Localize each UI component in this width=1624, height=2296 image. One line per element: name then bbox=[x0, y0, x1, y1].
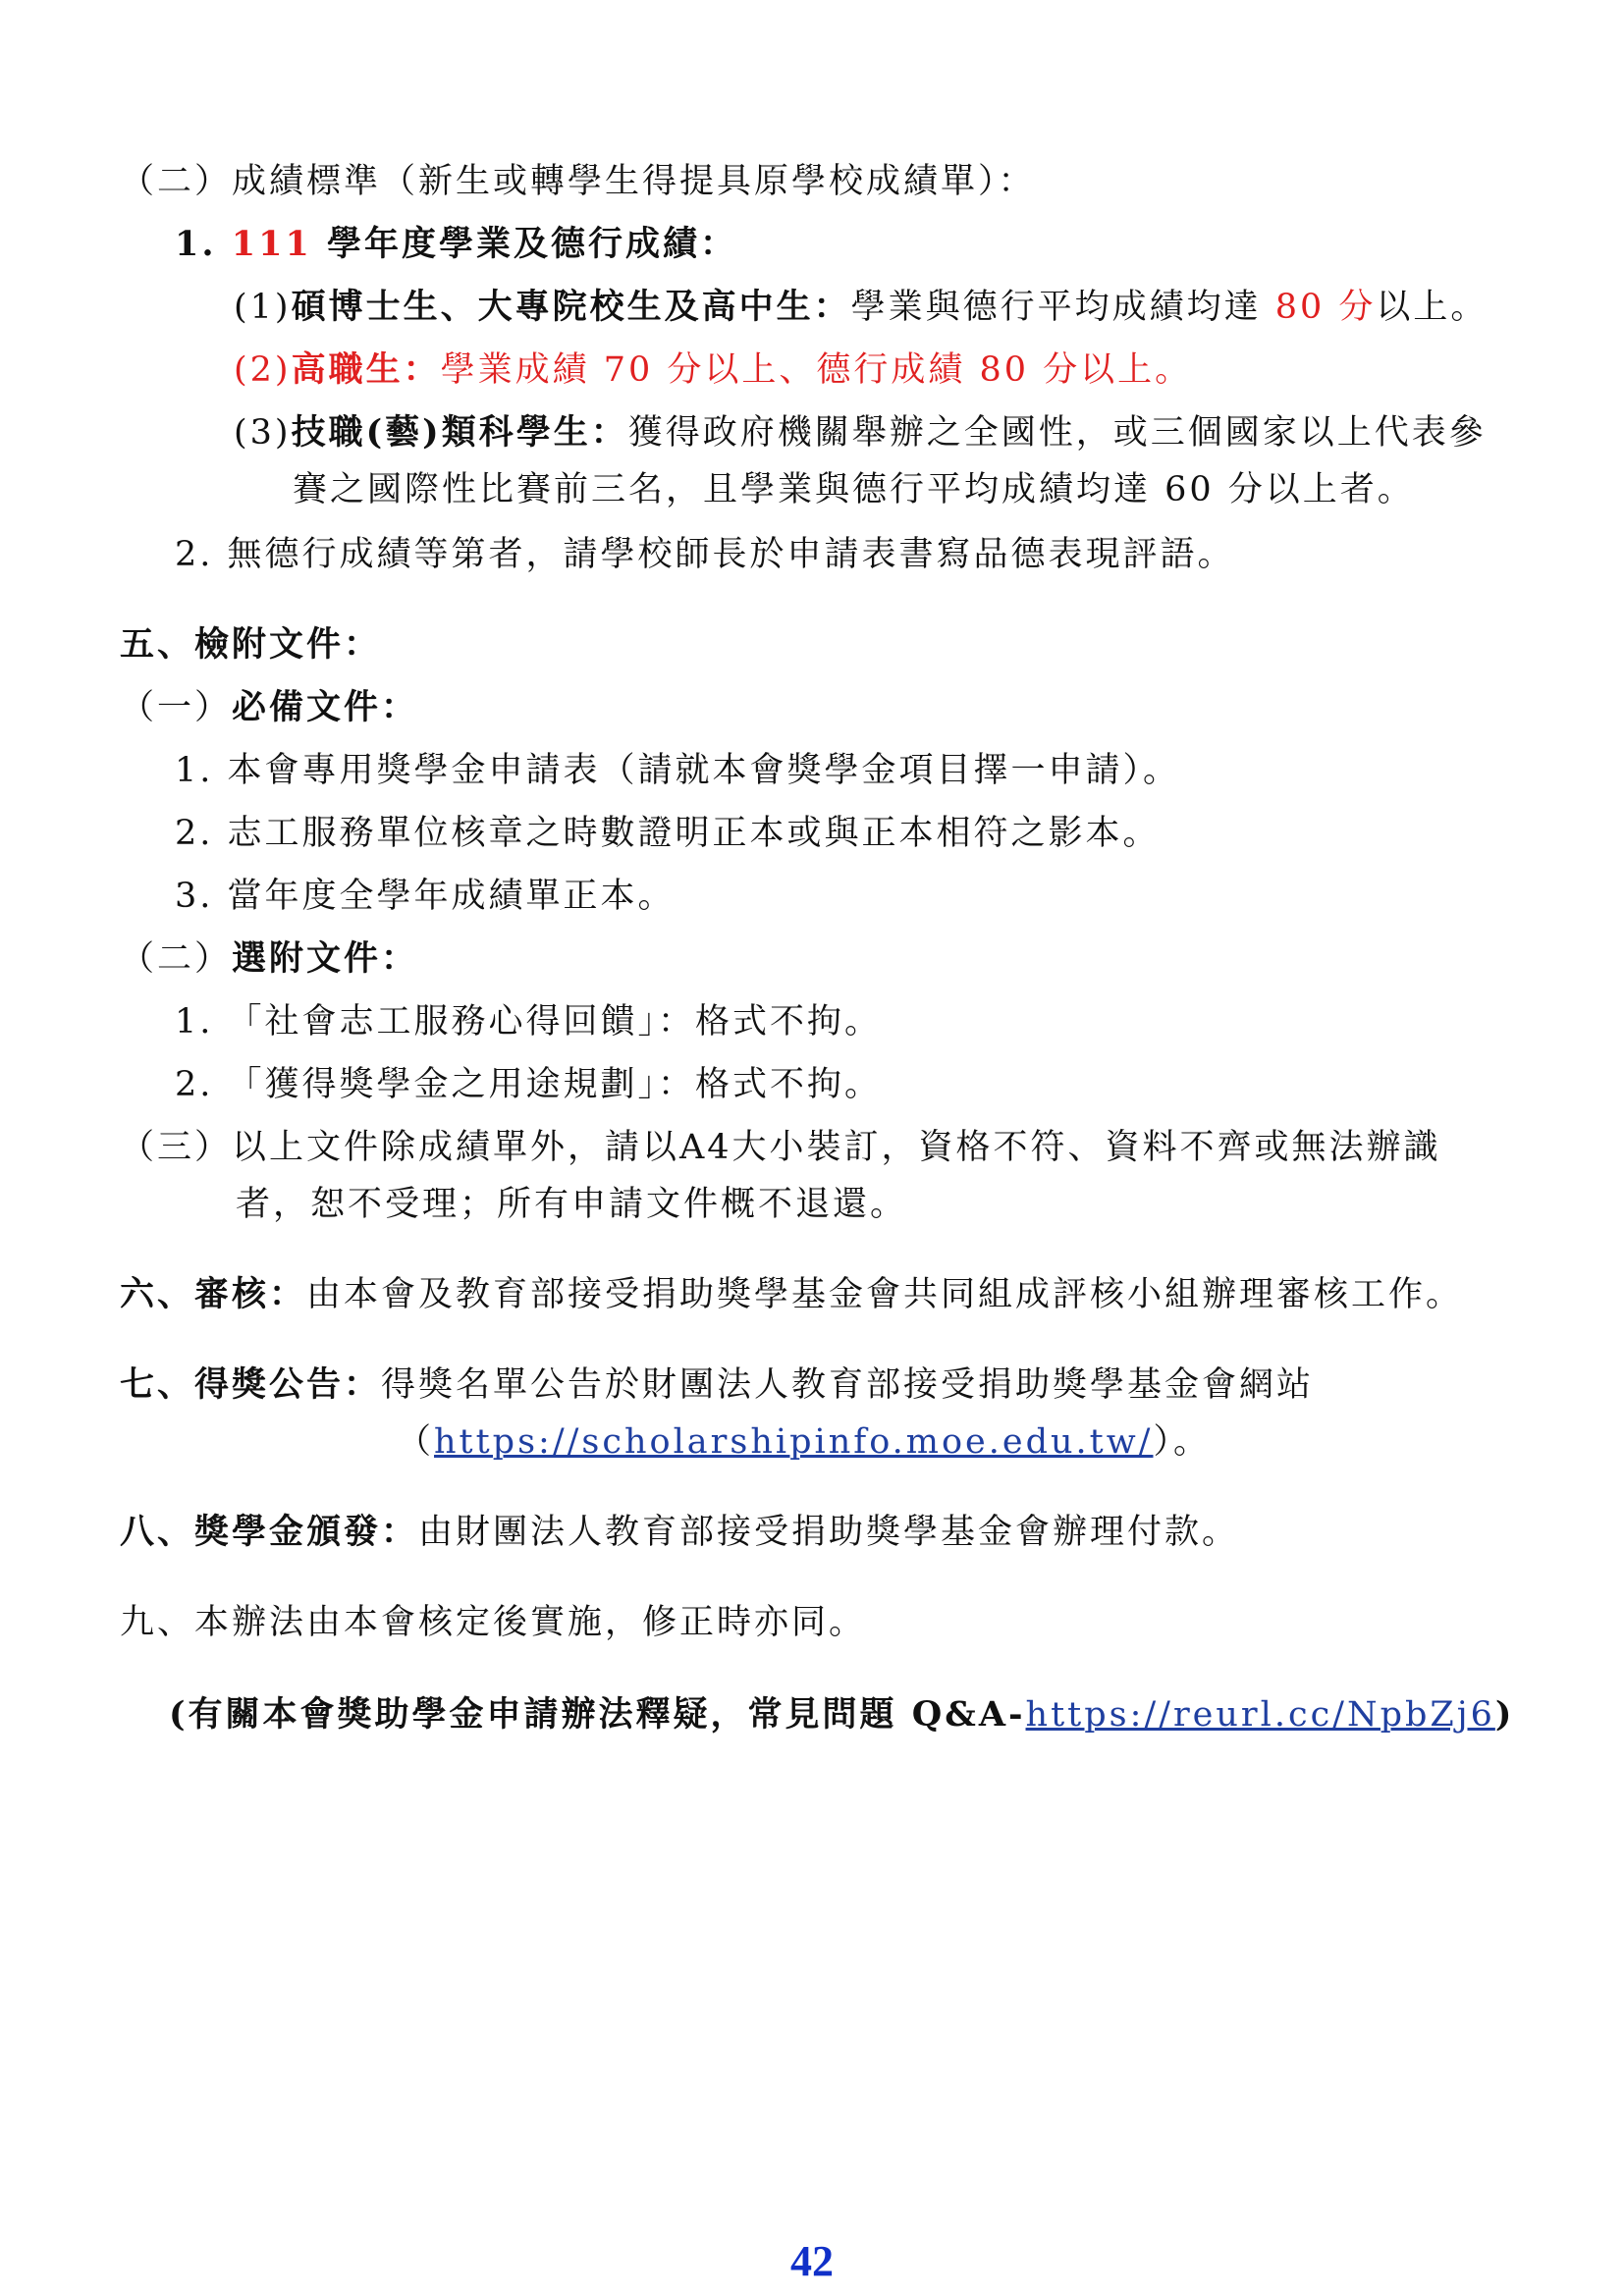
sub-text: 學業與德行平均成績均達 bbox=[850, 288, 1262, 327]
item-text: 當年度全學年成績單正本。 bbox=[227, 877, 676, 916]
sub-item-1 bbox=[234, 283, 1488, 332]
required-doc-3 bbox=[175, 872, 676, 921]
scholarship-website-link[interactable]: https://scholarshipinfo.moe.edu.tw/ bbox=[434, 1422, 1154, 1462]
section-heading: 八、獎學金頒發： bbox=[120, 1512, 419, 1552]
section-5-3 bbox=[120, 1123, 1441, 1172]
section-text: 以上文件除成績單外，請以A4大小裝訂，資格不符、資料不齊或無法辦識 bbox=[232, 1128, 1441, 1167]
item-number: 2. bbox=[175, 535, 214, 574]
item-text: 「獲得獎學金之用途規劃」：格式不拘。 bbox=[227, 1065, 883, 1104]
sub-item-3 bbox=[234, 408, 1487, 457]
item-number: 1. bbox=[175, 224, 217, 264]
item-1 bbox=[175, 220, 737, 269]
section-4-2-heading bbox=[120, 157, 1036, 206]
section-5-1-heading bbox=[120, 683, 418, 732]
optional-doc-2 bbox=[175, 1060, 882, 1109]
item-number: 2. bbox=[175, 814, 214, 853]
section-heading: 七、得獎公告： bbox=[120, 1364, 382, 1405]
sub-text: 賽之國際性比賽前三名，且學業與德行平均成績均達 60 分以上者。 bbox=[293, 470, 1415, 509]
item-text: 志工服務單位核章之時數證明正本或與正本相符之影本。 bbox=[227, 814, 1161, 853]
sub-heading: 技職(藝)類科學生： bbox=[291, 412, 628, 453]
optional-doc-1 bbox=[175, 997, 882, 1046]
faq-link[interactable]: https://reurl.cc/NpbZj6 bbox=[1025, 1695, 1495, 1735]
faq-close: ) bbox=[1494, 1694, 1515, 1735]
section-6 bbox=[120, 1270, 1463, 1319]
item-text: 無德行成績等第者，請學校師長於申請表書寫品德表現評語。 bbox=[227, 535, 1235, 574]
sub-number: (2) bbox=[234, 350, 292, 390]
item-text: 本會專用獎學金申請表（請就本會獎學金項目擇一申請）。 bbox=[227, 751, 1181, 790]
section-text: 者，恕不受理；所有申請文件概不退還。 bbox=[236, 1185, 908, 1224]
section-5-heading: 五、檢附文件： bbox=[120, 624, 382, 665]
section-7 bbox=[120, 1361, 1314, 1410]
section-title: 選附文件： bbox=[232, 938, 419, 979]
item-number: 2. bbox=[175, 1065, 214, 1104]
item-number: 3. bbox=[175, 877, 214, 916]
faq-text: (有關本會獎助學金申請辦法釋疑，常見問題 Q&A- bbox=[169, 1694, 1026, 1735]
section-heading: 六、審核： bbox=[120, 1274, 307, 1314]
sub-number: (3) bbox=[234, 413, 292, 453]
sub-heading: 高職生： bbox=[291, 349, 441, 390]
sub-text-end: 以上。 bbox=[1376, 288, 1489, 327]
section-label: （二） bbox=[120, 162, 233, 201]
section-5-3-continued bbox=[236, 1180, 907, 1229]
faq-note bbox=[169, 1690, 1514, 1739]
academic-year: 111 bbox=[231, 224, 312, 264]
sub-item-2 bbox=[234, 346, 1192, 395]
score-highlight: 80 分 bbox=[1261, 288, 1377, 327]
section-title: 必備文件： bbox=[232, 687, 419, 727]
item-2 bbox=[175, 530, 1235, 579]
sub-text: 獲得政府機關舉辦之全國性，或三個國家以上代表參 bbox=[627, 413, 1487, 453]
section-9: 九、本辦法由本會核定後實施，修正時亦同。 bbox=[120, 1603, 867, 1642]
section-label: （三） bbox=[120, 1128, 233, 1167]
required-doc-2 bbox=[175, 809, 1161, 858]
page-number: 42 bbox=[790, 2237, 834, 2285]
sub-heading: 碩博士生、大專院校生及高中生： bbox=[291, 287, 851, 327]
sub-text: 學業成績 70 分以上、德行成績 80 分以上。 bbox=[440, 350, 1193, 390]
section-text: 由財團法人教育部接受捐助獎學基金會辦理付款。 bbox=[418, 1513, 1240, 1552]
item-number: 1. bbox=[175, 1002, 214, 1041]
section-8 bbox=[120, 1508, 1239, 1557]
sub-item-3-continued bbox=[293, 465, 1415, 514]
section-7-url-line bbox=[397, 1417, 1211, 1467]
section-text: 由本會及教育部接受捐助獎學基金會共同組成評核小組辦理審核工作。 bbox=[306, 1275, 1464, 1314]
item-text: 學年度學業及德行成績： bbox=[311, 224, 737, 264]
section-label: （一） bbox=[120, 688, 233, 727]
required-doc-1 bbox=[175, 746, 1180, 795]
sub-number: (1) bbox=[234, 288, 292, 327]
section-text: 成績標準（新生或轉學生得提具原學校成績單）： bbox=[232, 162, 1036, 201]
section-text: 得獎名單公告於財團法人教育部接受捐助獎學基金會網站 bbox=[381, 1365, 1315, 1405]
item-number: 1. bbox=[175, 751, 214, 790]
paren-close: ）。 bbox=[1153, 1422, 1211, 1462]
section-5-2-heading bbox=[120, 934, 418, 984]
paren-open: （ bbox=[397, 1422, 435, 1462]
item-text: 「社會志工服務心得回饋」：格式不拘。 bbox=[227, 1002, 883, 1041]
section-label: （二） bbox=[120, 939, 233, 979]
